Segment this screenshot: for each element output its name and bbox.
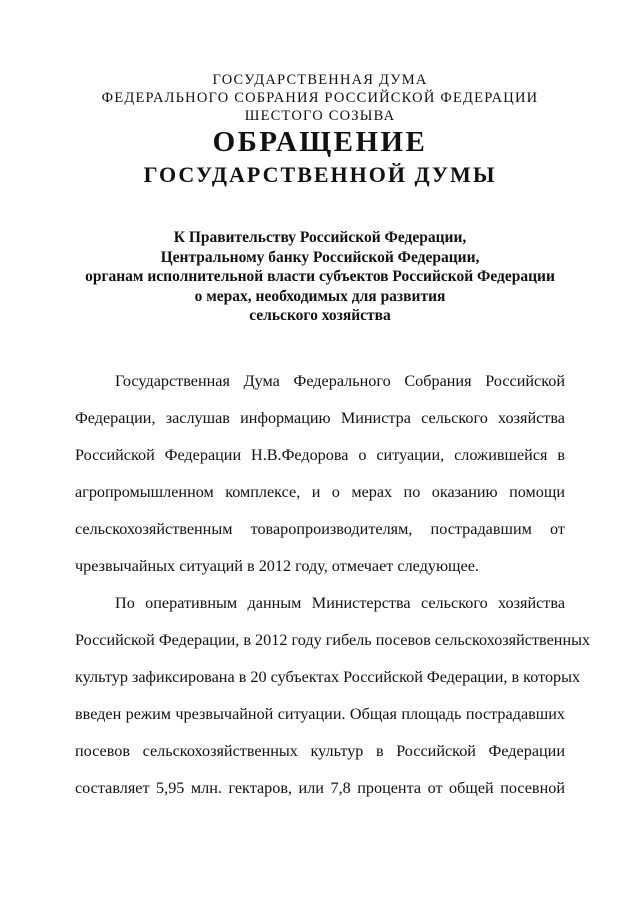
body-line: чрезвычайных ситуаций в 2012 году, отмечает следующее.: [75, 557, 479, 575]
header-line-assembly: ФЕДЕРАЛЬНОГО СОБРАНИЯ РОССИЙСКОЙ ФЕДЕРАЦИИ: [101, 90, 539, 106]
subject-line: К Правительству Российской Федерации,: [173, 229, 467, 246]
subject-line: о мерах, необходимых для развития: [194, 287, 446, 305]
body-line: посевов сельскохозяйственных культур в Российской Федерации: [75, 742, 565, 760]
body-line: По оперативным данным Министерства сельского хозяйства: [115, 594, 565, 612]
body-line: агропромышленном комплексе, и о мерах по оказанию помощи: [75, 483, 565, 501]
document-body: [75, 363, 591, 807]
subject-line: органам исполнительной власти субъектов Российской Федерации: [85, 268, 555, 285]
body-line: Российской Федерации, в 2012 году гибель посевов сельскохозяйственных: [75, 631, 591, 649]
body-line: сельскохозяйственным товаропроизводителям, пострадавшим от: [75, 520, 565, 538]
body-paragraph-2: [75, 585, 591, 807]
body-line: Российской Федерации Н.В.Федорова о ситуации, сложившейся в: [75, 446, 565, 464]
header-line-duma: ГОСУДАРСТВЕННАЯ ДУМА: [212, 72, 428, 88]
body-paragraph-1: [75, 363, 565, 585]
document-type-title: ОБРАЩЕНИЕ: [212, 126, 428, 158]
body-line: Федерации, заслушав информацию Министра сельского хозяйства: [75, 409, 565, 427]
header-line-convocation: ШЕСТОГО СОЗЫВА: [244, 108, 396, 124]
document-issuer-title: ГОСУДАРСТВЕННОЙ ДУМЫ: [143, 162, 497, 187]
body-line: культур зафиксирована в 20 субъектах Российской Федерации, в которых: [75, 668, 581, 686]
document-subject: [0, 228, 640, 326]
body-line: составляет 5,95 млн. гектаров, или 7,8 процента от общей посевной: [75, 779, 565, 797]
subject-line: Центральному банку Российской Федерации,: [160, 248, 480, 266]
body-line: Государственная Дума Федерального Собрания Российской: [115, 372, 565, 390]
subject-line: сельского хозяйства: [249, 307, 391, 324]
body-line: введен режим чрезвычайной ситуации. Общая площадь пострадавших: [75, 705, 565, 723]
document-header: [0, 71, 640, 125]
